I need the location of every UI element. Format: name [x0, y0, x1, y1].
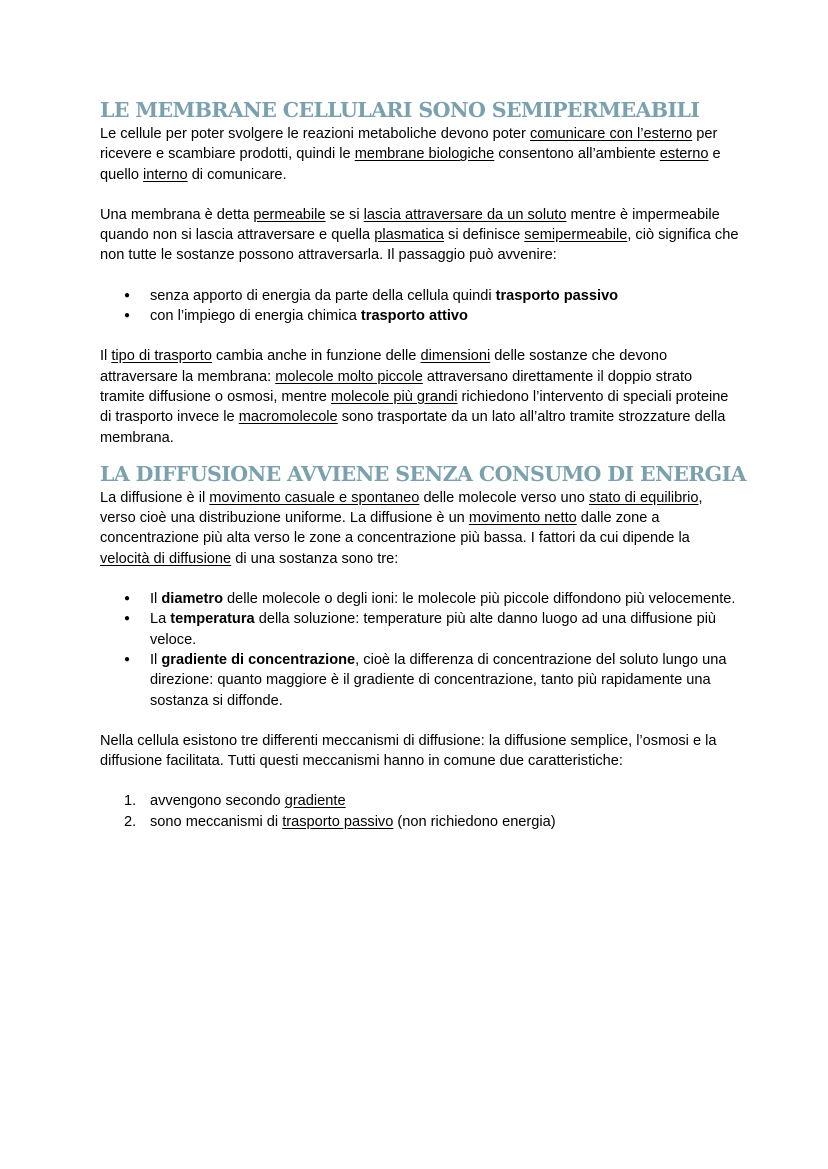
underlined-term: molecole più grandi: [330, 388, 458, 405]
list-item: [100, 306, 740, 326]
text-run: , verso cioè una distribuzione uniforme. La diffusione è un: [100, 489, 703, 527]
list-item: [100, 791, 740, 811]
text-run: sono trasportate da un lato all’altro tramite strozzature della membrana.: [100, 409, 726, 446]
text-run: senza apporto di energia da parte della cellula quindi: [150, 287, 496, 304]
bold-term: trasporto attivo: [360, 308, 468, 325]
paragraph-tipo-trasporto: [100, 346, 740, 447]
text-run: attraversano direttamente il doppio strato tramite diffusione o osmosi, mentre: [100, 368, 693, 405]
list-item: [100, 812, 740, 832]
text-run: Le cellule per poter svolgere le reazioni metaboliche devono poter: [100, 126, 530, 142]
list-item: [100, 609, 740, 650]
text-run: Il: [150, 591, 162, 608]
underlined-term: movimento netto: [468, 510, 577, 527]
document-content: [100, 96, 746, 832]
numbered-list-caratteristiche: [100, 791, 740, 832]
bold-term: trasporto passivo: [495, 287, 619, 304]
bullet-list-trasporto: [100, 286, 740, 327]
text-run: con l’impiego di energia chimica: [150, 308, 361, 325]
text-run: avvengono secondo: [150, 793, 285, 810]
text-run: si definisce: [443, 227, 525, 244]
underlined-term: semipermeabile: [524, 227, 628, 244]
list-item: [100, 589, 740, 609]
paragraph-diffusione: [100, 488, 740, 569]
underlined-term: molecole molto piccole: [275, 368, 423, 385]
underlined-term: tipo di trasporto: [111, 348, 212, 365]
bold-term: gradiente di concentrazione: [161, 651, 356, 668]
underlined-term: velocità di diffusione: [100, 550, 232, 567]
text-run: di una sostanza sono tre:: [231, 550, 399, 567]
text-run: La: [150, 611, 171, 628]
bold-term: temperatura: [170, 611, 255, 628]
text-run: , cioè la differenza di concentrazione del soluto lungo una direzione: quanto maggiore è il gradiente di concentrazione, tanto più rapidamente una sostanza si diffonde.: [150, 651, 727, 709]
paragraph-permeabilita: [100, 205, 740, 266]
text-run: dalle zone a concentrazione più alta verso le zone a concentrazione più bassa. I fattori da cui dipende la: [100, 510, 690, 547]
underlined-term: macromolecole: [238, 409, 338, 426]
text-run: della soluzione: temperature più alte danno luogo ad una diffusione più veloce.: [150, 611, 717, 648]
underlined-term: gradiente: [284, 793, 346, 810]
section-heading-membrane: LE MEMBRANE CELLULARI SONO SEMIPERMEABILI: [100, 98, 700, 122]
text-run: richiedono l’intervento di speciali proteine di trasporto invece le: [100, 388, 729, 426]
underlined-term: plasmatica: [374, 227, 444, 244]
underlined-term: esterno: [659, 146, 709, 163]
text-run: delle molecole o degli ioni: le molecole più piccole diffondono più velocemente.: [223, 591, 736, 608]
underlined-term: movimento casuale e spontaneo: [209, 489, 420, 506]
paragraph-meccanismi: Nella cellula esistono tre differenti meccanismi di diffusione: la diffusione semplice, l’osmosi e la diffusione facilitata. Tutti questi meccanismi hanno in comune due caratteristiche:: [100, 732, 717, 770]
text-run: Una membrana è detta: [100, 206, 254, 223]
underlined-term: trasporto passivo: [282, 813, 394, 830]
bold-term: diametro: [161, 591, 223, 608]
text-run: se si: [325, 206, 364, 223]
underlined-term: stato di equilibrio: [588, 489, 699, 506]
underlined-term: interno: [143, 166, 188, 183]
text-run: consentono all’ambiente: [494, 146, 660, 163]
text-run: , ciò significa che non tutte le sostanze possono attraversarla. Il passaggio può avvenire:: [100, 227, 739, 264]
text-run: Il: [100, 348, 112, 365]
underlined-term: permeabile: [253, 206, 326, 223]
text-run: Il: [150, 651, 162, 668]
section-heading-diffusione: LA DIFFUSIONE AVVIENE SENZA CONSUMO DI ENERGIA: [100, 461, 746, 486]
list-item: [100, 650, 740, 711]
text-run: cambia anche in funzione delle: [211, 348, 421, 365]
text-run: e quello: [100, 146, 721, 183]
text-run: delle sostanze che devono attraversare la membrana:: [100, 348, 668, 385]
text-run: sono meccanismi di: [150, 813, 283, 830]
underlined-term: membrane biologiche: [354, 146, 495, 163]
text-run: La diffusione è il: [100, 489, 210, 506]
text-run: (non richiedono energia): [393, 813, 556, 830]
list-number: 1.: [124, 793, 137, 810]
text-run: per ricevere e scambiare prodotti, quindi le: [100, 126, 718, 163]
text-run: mentre è impermeabile quando non si lascia attraversare e quella: [100, 206, 720, 244]
underlined-term: dimensioni: [420, 348, 491, 365]
underlined-term: lascia attraversare da un soluto: [363, 206, 567, 223]
text-run: delle molecole verso uno: [419, 489, 589, 506]
underlined-term: comunicare con l’esterno: [529, 126, 693, 142]
text-run: di comunicare.: [187, 166, 287, 183]
paragraph-comunicazione: [100, 124, 740, 185]
list-item: [100, 286, 740, 306]
list-number: 2.: [124, 813, 137, 830]
bullet-list-fattori: [100, 589, 740, 711]
